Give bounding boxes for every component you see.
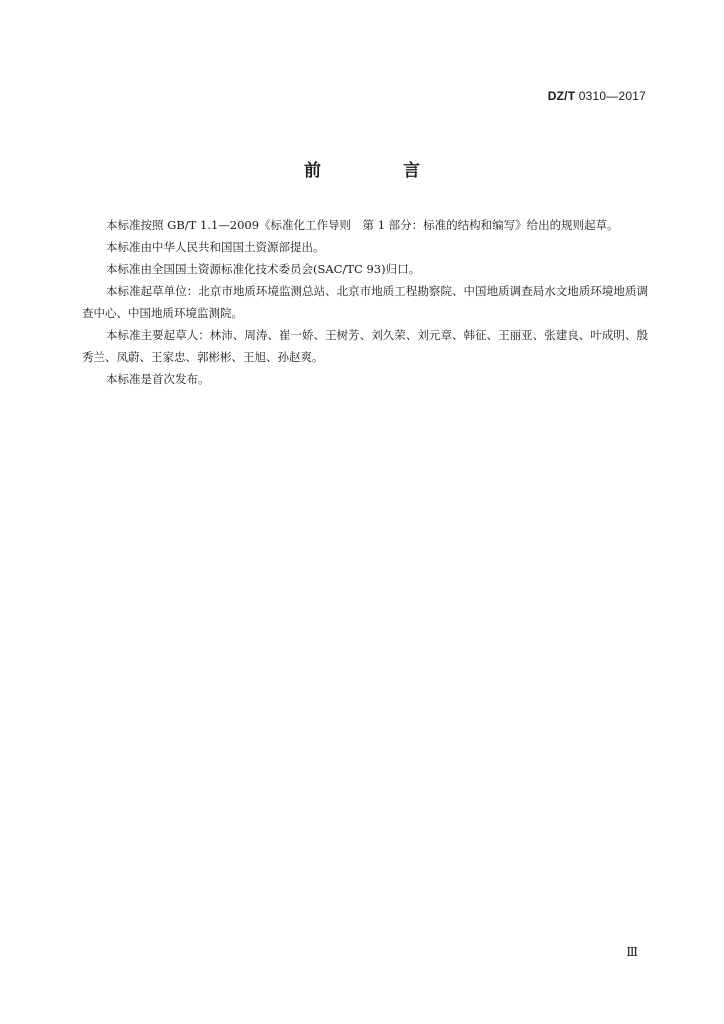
standard-code	[548, 89, 646, 103]
standard-code-prefix: DZ/T	[547, 89, 576, 103]
paragraph-first-release: 本标准是首次发布。	[106, 372, 210, 386]
page-number: Ⅲ	[626, 945, 638, 959]
paragraph-committee: 本标准由全国国土资源标准化技术委员会(SAC/TC 93)归口。	[106, 262, 421, 276]
page-title: 前 言	[304, 161, 458, 181]
standard-code-number: 0310—2017	[578, 89, 646, 103]
paragraph-drafters: 本标准主要起草人：林沛、周涛、崔一娇、王树芳、刘久荣、刘元章、韩征、王丽亚、张建良、叶成明、殷秀兰、凤蔚、王家忠、郭彬彬、王旭、孙赵爽。	[82, 328, 648, 364]
paragraph-drafting-units: 本标准起草单位：北京市地质环境监测总站、北京市地质工程勘察院、中国地质调查局水文地质环境地质调查中心、中国地质环境监测院。	[82, 284, 648, 320]
foreword-body	[82, 214, 648, 390]
paragraph-proposer: 本标准由中华人民共和国国土资源部提出。	[106, 240, 325, 254]
paragraph-drafting-rules: 本标准按照 GB/T 1.1—2009《标准化工作导则 第 1 部分：标准的结构和编写》给出的规则起草。	[106, 218, 619, 232]
